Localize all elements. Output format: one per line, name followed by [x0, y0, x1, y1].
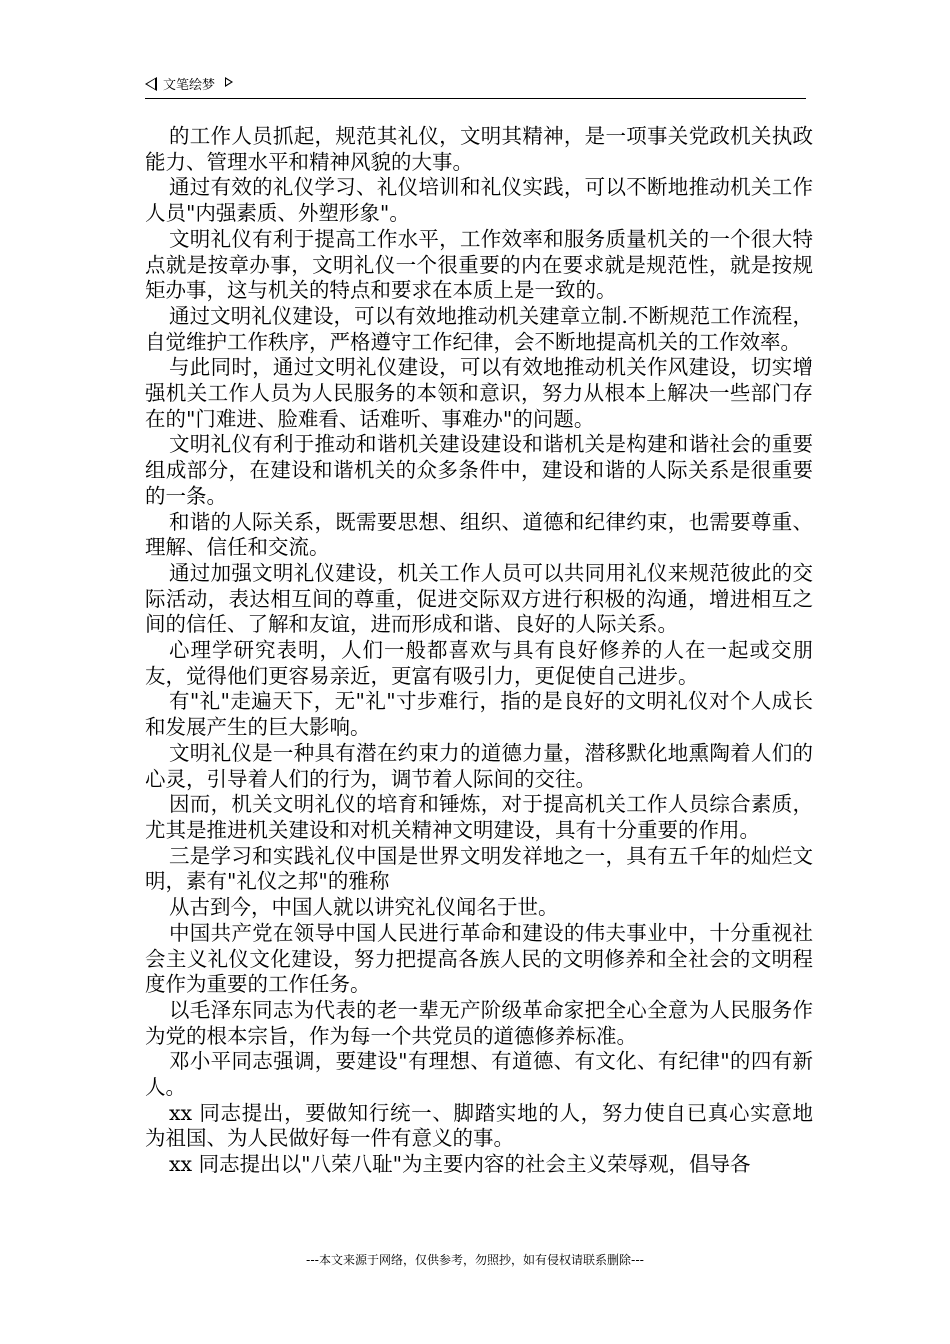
paragraph: 邓小平同志强调，要建设"有理想、有道德、有文化、有纪律"的四有新人。 [145, 1049, 813, 1100]
paragraph: 三是学习和实践礼仪中国是世界文明发祥地之一，具有五千年的灿烂文明，素有"礼仪之邦"的雅称 [145, 843, 813, 894]
paragraph: 与此同时，通过文明礼仪建设，可以有效地推动机关作风建设，切实增强机关工作人员为人民服务的本领和意识，努力从根本上解决一些部门存在的"门难进、脸难看、话难听、事难办"的问题。 [145, 355, 813, 431]
triangle-left-icon [145, 77, 157, 91]
paragraph: 通过文明礼仪建设，可以有效地推动机关建章立制.不断规范工作流程，自觉维护工作秩序，严格遵守工作纪律，会不断地提高机关的工作效率。 [145, 303, 813, 354]
paragraph: 中国共产党在领导中国人民进行革命和建设的伟夫事业中，十分重视社会主义礼仪文化建设，努力把提高各族人民的文明修养和全社会的文明程度作为重要的工作任务。 [145, 920, 813, 997]
paragraph: 心理学研究表明，人们一般都喜欢与具有良好修养的人在一起或交朋友，觉得他们更容易亲近，更富有吸引力，更促使自己进步。 [145, 638, 813, 688]
paragraph: 文明礼仪有利于推动和谐机关建设建设和谐机关是构建和谐社会的重要组成部分，在建设和谐机关的众多条件中，建设和谐的人际关系是很重要的一条。 [145, 432, 813, 508]
paragraph: xx 同志提出，要做知行统一、脚踏实地的人，努力使自已真心实意地为祖国、为人民做好每一件有意义的事。 [145, 1100, 813, 1151]
paragraph: 从古到今，中国人就以讲究礼仪闻名于世。 [169, 895, 559, 920]
page-header [145, 74, 806, 99]
paragraph: xx 同志提出以"八荣八耻"为主要内容的社会主义荣辱观，倡导各 [169, 1152, 751, 1177]
document-body [145, 124, 813, 1178]
paragraph: 通过加强文明礼仪建设，机关工作人员可以共同用礼仪来规范彼此的交际活动，表达相互间的尊重，促进交际双方进行积极的沟通，增进相互之间的信任、了解和友谊，进而形成和谐、良好的人际关系。 [145, 560, 813, 637]
paragraph: 通过有效的礼仪学习、礼仪培训和礼仪实践，可以不断地推动机关工作人员"内强素质、外塑形象"。 [145, 175, 813, 226]
header-brand [145, 74, 233, 93]
paragraph: 和谐的人际关系，既需要思想、组织、道德和纪律约束，也需要尊重、理解、信任和交流。 [145, 509, 813, 560]
paragraph: 文明礼仪是一种具有潜在约束力的道德力量，潜移默化地熏陶着人们的心灵，引导着人们的行为，调节着人际间的交往。 [145, 740, 813, 791]
header-title: 文笔绘梦 [163, 78, 216, 93]
paragraph: 的工作人员抓起，规范其礼仪，文明其精神，是一项事关党政机关执政能力、管理水平和精神风貌的大事。 [145, 124, 813, 174]
paragraph: 以毛泽东同志为代表的老一辈无产阶级革命家把全心全意为人民服务作为党的根本宗旨，作为每一个共党员的道德修养标准。 [145, 997, 813, 1048]
page-footer: ---本文来源于网络，仅供参考，勿照抄，如有侵权请联系删除--- [306, 1253, 644, 1267]
paragraph: 有"礼"走遍天下，无"礼"寸步难行，指的是良好的文明礼仪对个人成长和发展产生的巨大影响。 [145, 689, 813, 740]
triangle-right-icon [225, 77, 233, 87]
paragraph: 因而，机关文明礼仪的培育和锤炼，对于提高机关工作人员综合素质，尤其是推进机关建设和对机关精神文明建设，具有十分重要的作用。 [145, 792, 813, 842]
paragraph: 文明礼仪有利于提高工作水平，工作效率和服务质量机关的一个很大特点就是按章办事，文明礼仪一个很重要的内在要求就是规范性，就是按规矩办事，这与机关的特点和要求在本质上是一致的。 [145, 226, 813, 303]
